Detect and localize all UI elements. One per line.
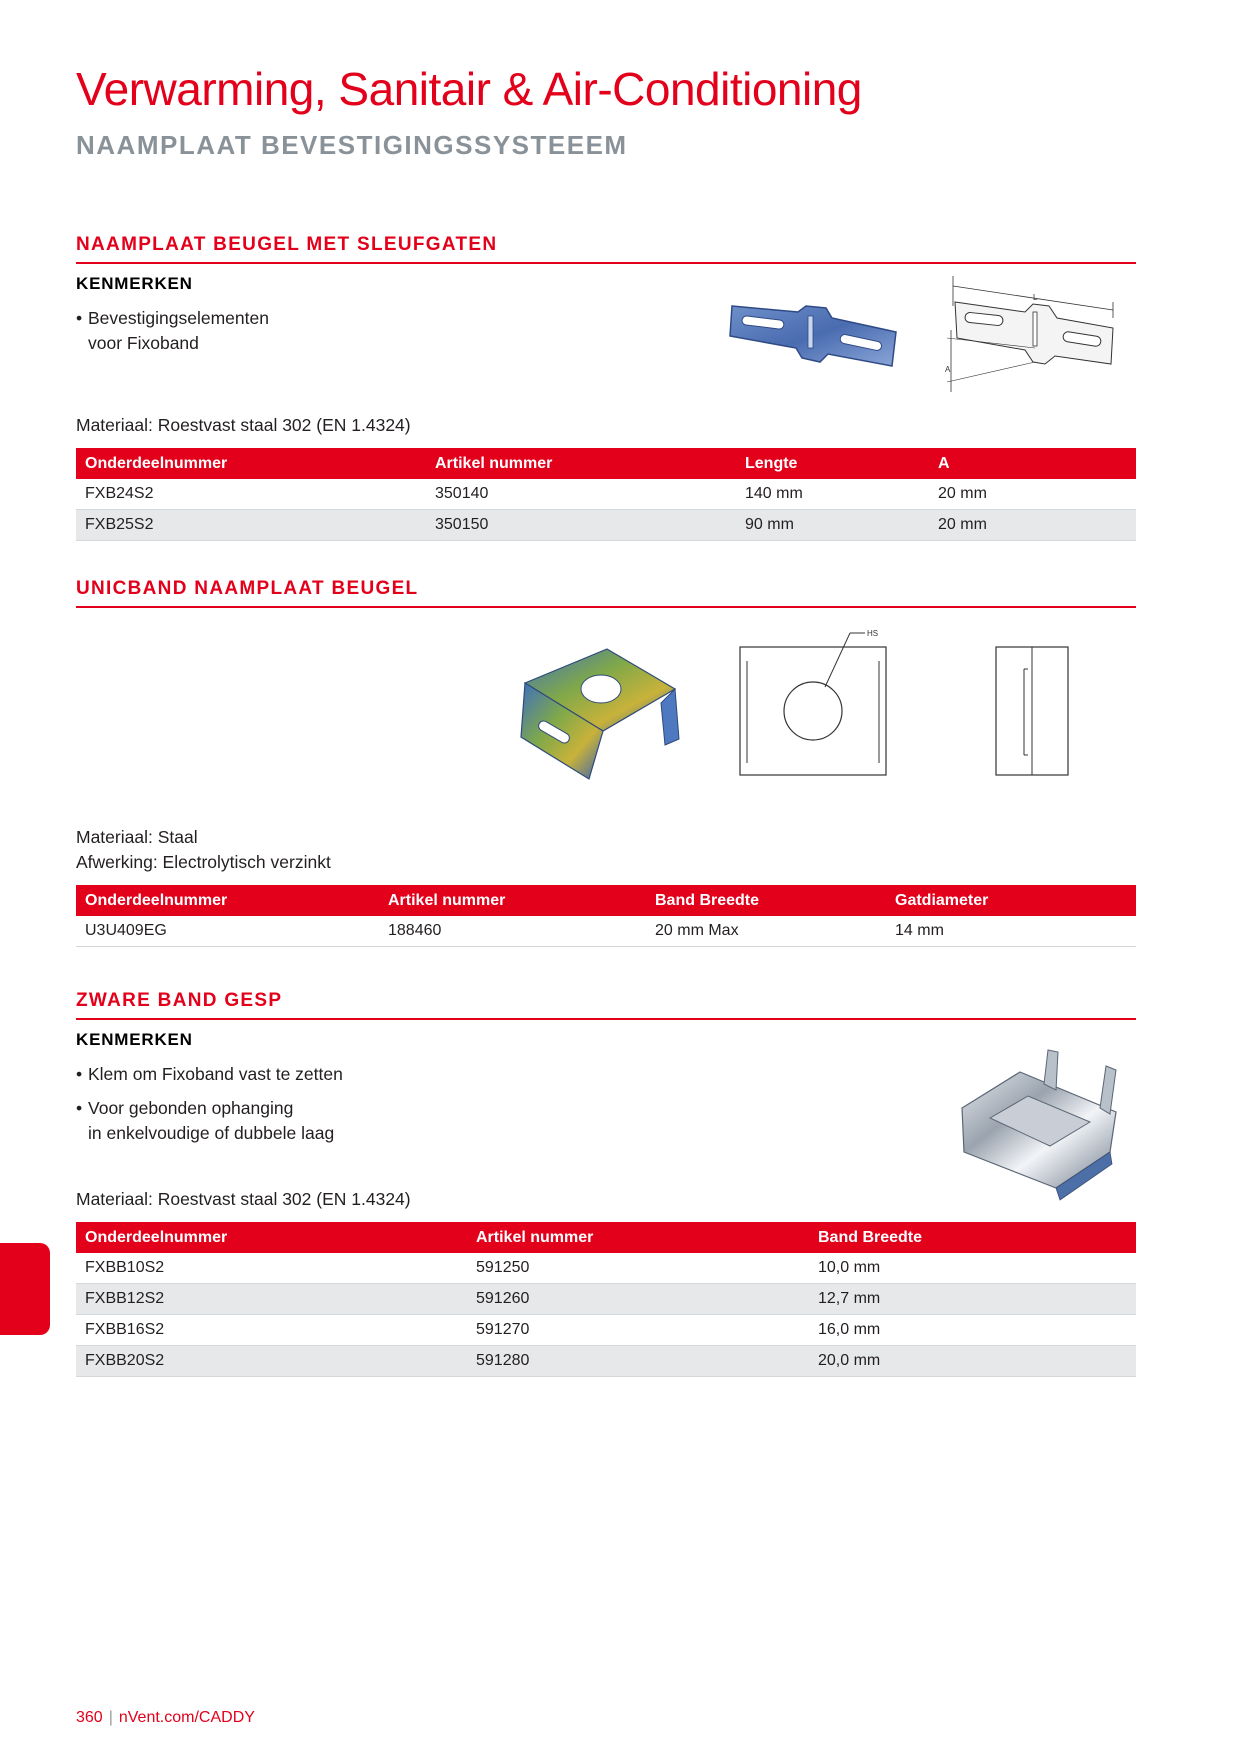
- page-subtitle: NAAMPLAAT BEVESTIGINGSSYSTEEEM: [76, 130, 628, 160]
- table-cell: FXBB12S2: [76, 1284, 467, 1315]
- features-title-1: KENMERKEN: [76, 274, 193, 293]
- col-header: Artikel nummer: [426, 448, 736, 479]
- table-cell: 14 mm: [886, 916, 1136, 947]
- col-header: Artikel nummer: [467, 1222, 809, 1253]
- table-cell: 591280: [467, 1346, 809, 1377]
- section-title-1: NAAMPLAAT BEUGEL MET SLEUFGATEN: [76, 234, 498, 255]
- table-cell: 90 mm: [736, 510, 929, 541]
- table-cell: 591260: [467, 1284, 809, 1315]
- table-row: [76, 1284, 1136, 1315]
- table-row: [76, 479, 1136, 510]
- footer-separator: |: [108, 1709, 113, 1726]
- col-header: Band Breedte: [809, 1222, 1136, 1253]
- spec-table-3: [76, 1222, 1136, 1377]
- table-row: [76, 1315, 1136, 1346]
- col-header: A: [929, 448, 1136, 479]
- section-title-2: UNICBAND NAAMPLAAT BEUGEL: [76, 578, 419, 599]
- table-cell: FXBB10S2: [76, 1253, 467, 1284]
- table-cell: 20,0 mm: [809, 1346, 1136, 1377]
- label-a: A: [945, 365, 951, 374]
- unicband-front-drawing: [735, 625, 895, 777]
- table-row: [76, 1253, 1136, 1284]
- table-cell: 188460: [379, 916, 646, 947]
- material-3: Materiaal: Roestvast staal 302 (EN 1.4324): [76, 1189, 411, 1209]
- table-cell: FXB25S2: [76, 510, 426, 541]
- bullet-1-1: • Bevestigingselementen voor Fixoband: [76, 308, 269, 353]
- bracket-slotted-drawing: [945, 272, 1125, 402]
- table-row: [76, 916, 1136, 947]
- table-cell: 591270: [467, 1315, 809, 1346]
- page-number: 360: [76, 1709, 103, 1726]
- col-header: Lengte: [736, 448, 929, 479]
- table-cell: FXBB16S2: [76, 1315, 467, 1346]
- label-l: L: [1033, 293, 1038, 302]
- spec-table-1: [76, 448, 1136, 541]
- col-header: Onderdeelnummer: [76, 1222, 467, 1253]
- section-rule-3: [76, 1018, 1136, 1020]
- table-header: [76, 1222, 1136, 1253]
- col-header: Band Breedte: [646, 885, 886, 916]
- table-cell: 591250: [467, 1253, 809, 1284]
- page-title: Verwarming, Sanitair & Air-Conditioning: [76, 63, 862, 115]
- bracket-slotted-photo: [728, 300, 900, 372]
- col-header: Artikel nummer: [379, 885, 646, 916]
- table-cell: 350150: [426, 510, 736, 541]
- unicband-bracket-photo: [515, 645, 685, 785]
- features-title-3: KENMERKEN: [76, 1030, 193, 1049]
- col-header: Onderdeelnummer: [76, 448, 426, 479]
- table-cell: 350140: [426, 479, 736, 510]
- table-cell: 12,7 mm: [809, 1284, 1136, 1315]
- footer-url[interactable]: nVent.com/CADDY: [118, 1709, 255, 1726]
- spec-table-2: [76, 885, 1136, 947]
- section-rule-2: [76, 606, 1136, 608]
- table-cell: U3U409EG: [76, 916, 379, 947]
- table-header: [76, 448, 1136, 479]
- table-cell: 140 mm: [736, 479, 929, 510]
- table-cell: 20 mm Max: [646, 916, 886, 947]
- chapter-tab: [0, 1243, 50, 1335]
- buckle-photo: [950, 1048, 1130, 1200]
- bullet-3-2: • Voor gebonden ophanging in enkelvoudige of dubbele laag: [76, 1098, 335, 1143]
- section-rule-1: [76, 262, 1136, 264]
- footer: [76, 1709, 255, 1727]
- table-cell: 16,0 mm: [809, 1315, 1136, 1346]
- col-header: Onderdeelnummer: [76, 885, 379, 916]
- section-title-3: ZWARE BAND GESP: [76, 990, 283, 1011]
- table-row: [76, 510, 1136, 541]
- table-cell: FXBB20S2: [76, 1346, 467, 1377]
- label-hs: HS: [867, 629, 879, 638]
- table-cell: FXB24S2: [76, 479, 426, 510]
- table-cell: 10,0 mm: [809, 1253, 1136, 1284]
- table-header: [76, 885, 1136, 916]
- material-1: Materiaal: Roestvast staal 302 (EN 1.4324): [76, 415, 411, 435]
- col-header: Gatdiameter: [886, 885, 1136, 916]
- table-row: [76, 1346, 1136, 1377]
- table-cell: 20 mm: [929, 510, 1136, 541]
- material-2: Materiaal: Staal Afwerking: Electrolytisch verzinkt: [76, 827, 331, 872]
- unicband-side-drawing: [990, 645, 1070, 777]
- bullet-3-1: • Klem om Fixoband vast te zetten: [76, 1064, 343, 1084]
- table-cell: 20 mm: [929, 479, 1136, 510]
